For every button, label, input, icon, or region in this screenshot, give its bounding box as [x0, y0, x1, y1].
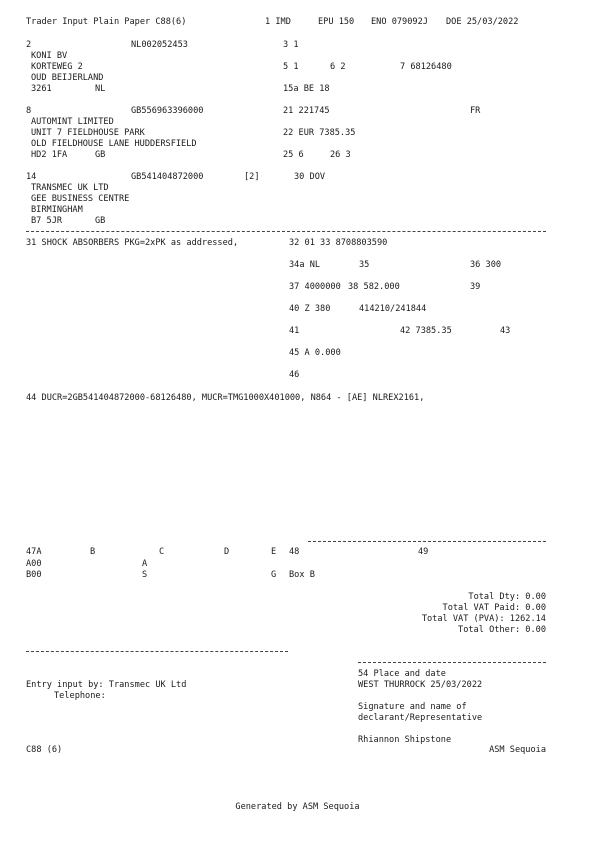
- box32-commodity-code: 32 01 33 8708803590: [289, 238, 388, 248]
- footer-left-separator: [26, 651, 288, 652]
- box8-number: 8: [26, 106, 32, 116]
- box37-procedure: 37 4000000: [289, 282, 341, 292]
- consignor-country: NL: [95, 84, 106, 94]
- consignee-address-2: OLD FIELDHOUSE LANE HUDDERSFIELD: [31, 139, 197, 149]
- signature-label-line1: Signature and name of: [358, 702, 467, 712]
- declarant-name: TRANSMEC UK LTD: [31, 183, 109, 193]
- box6-packages: 6 2: [330, 62, 346, 72]
- box54-place-date: WEST THURROCK 25/03/2022: [358, 680, 483, 690]
- box47-row1-method: A: [142, 559, 148, 569]
- box43-valuation: 43: [500, 326, 511, 336]
- footer-right-separator: [358, 662, 546, 663]
- box21-nationality: FR: [470, 106, 481, 116]
- box39-quota: 39: [470, 282, 481, 292]
- box14-representation: [2]: [244, 172, 260, 182]
- box36-preference: 36 300: [470, 260, 502, 270]
- signatory-name: Rhiannon Shipstone: [358, 735, 452, 745]
- declarant-address: GEE BUSINESS CENTRE: [31, 194, 130, 204]
- document-title: Trader Input Plain Paper C88(6): [26, 17, 187, 27]
- box40-previous-document: 40 Z 380: [289, 304, 331, 314]
- form-code: C88 (6): [26, 745, 63, 755]
- box47-row2-type: B00: [26, 570, 42, 580]
- consignee-country: GB: [95, 150, 106, 160]
- box31-goods-description: 31 SHOCK ABSORBERS PKG=2xPK as addressed,: [26, 238, 239, 248]
- box47-row1-type: A00: [26, 559, 42, 569]
- consignor-postcode: 3261: [31, 84, 52, 94]
- epu-number: EPU 150: [318, 17, 355, 27]
- total-vat-paid: Total VAT Paid: 0.00: [442, 603, 546, 613]
- box14-eori: GB541404872000: [131, 172, 204, 182]
- total-duty: Total Dty: 0.00: [468, 592, 546, 602]
- total-other: Total Other: 0.00: [458, 625, 546, 635]
- box44-additional-info: 44 DUCR=2GB541404872000-68126480, MUCR=TMG1000X401000, N864 - [AE] NLREX2161,: [26, 393, 425, 403]
- signature-label-line2: declarant/Representative: [358, 713, 483, 723]
- box54-label: 54 Place and date: [358, 669, 446, 679]
- box45-adjustment: 45 A 0.000: [289, 348, 341, 358]
- box47d-header: D: [224, 547, 230, 557]
- box26-inland-mode: 26 3: [330, 150, 351, 160]
- box46-statistical-value: 46: [289, 370, 300, 380]
- box8-eori: GB556963396000: [131, 106, 204, 116]
- declaration-type: 1 IMD: [265, 17, 291, 27]
- total-vat-pva: Total VAT (PVA): 1262.14: [421, 614, 546, 624]
- consignee-address-1: UNIT 7 FIELDHOUSE PARK: [31, 128, 145, 138]
- telephone-label: Telephone:: [54, 691, 106, 701]
- box47b-header: B: [90, 547, 96, 557]
- box48-deferred-payment: 48: [289, 547, 300, 557]
- generated-by-footer: Generated by ASM Sequoia: [235, 802, 360, 812]
- box38-net-mass: 38 582.000: [348, 282, 400, 292]
- header-separator: [26, 231, 546, 232]
- consignee-name: AUTOMINT LIMITED: [31, 117, 114, 127]
- consignor-street: KORTEWEG 2: [31, 62, 83, 72]
- box47-top-separator: [308, 541, 546, 542]
- box-b-label: Box B: [289, 570, 315, 580]
- box30-goods-location: 30 DOV: [294, 172, 326, 182]
- entry-number: ENO 079092J: [371, 17, 428, 27]
- declarant-city: BIRMINGHAM: [31, 205, 83, 215]
- box47e-header: E: [271, 547, 277, 557]
- entry-input-by: Entry input by: Transmec UK Ltd: [26, 680, 187, 690]
- box14-number: 14: [26, 172, 37, 182]
- declarant-country: GB: [95, 216, 106, 226]
- box40-previous-reference: 414210/241844: [359, 304, 427, 314]
- box47c-header: C: [159, 547, 165, 557]
- box21-transport: 21 221745: [283, 106, 330, 116]
- box7-reference: 7 68126480: [400, 62, 452, 72]
- consignor-city: OUD BEIJERLAND: [31, 73, 104, 83]
- box25-transport-mode: 25 6: [283, 150, 304, 160]
- consignee-postcode: HD2 1FA: [31, 150, 68, 160]
- date-of-entry: DOE 25/03/2022: [446, 17, 519, 27]
- box35-gross-mass: 35: [359, 260, 370, 270]
- box5-items: 5 1: [283, 62, 299, 72]
- box41-supplementary-units: 41: [289, 326, 300, 336]
- box34a-origin: 34a NL: [289, 260, 321, 270]
- box2-eori: NL002052453: [131, 40, 188, 50]
- box47-row2-g: G: [271, 570, 277, 580]
- box22-currency-amount: 22 EUR 7385.35: [283, 128, 356, 138]
- box49-warehouse: 49: [418, 547, 429, 557]
- box47a-header: 47A: [26, 547, 42, 557]
- box3-forms: 3 1: [283, 40, 299, 50]
- system-name: ASM Sequoia: [489, 745, 546, 755]
- declarant-postcode: B7 5JR: [31, 216, 63, 226]
- box2-number: 2: [26, 40, 32, 50]
- box42-item-price: 42 7385.35: [400, 326, 452, 336]
- box15a-dispatch-country: 15a BE 18: [283, 84, 330, 94]
- consignor-name: KONI BV: [31, 51, 68, 61]
- box47-row2-method: S: [142, 570, 148, 580]
